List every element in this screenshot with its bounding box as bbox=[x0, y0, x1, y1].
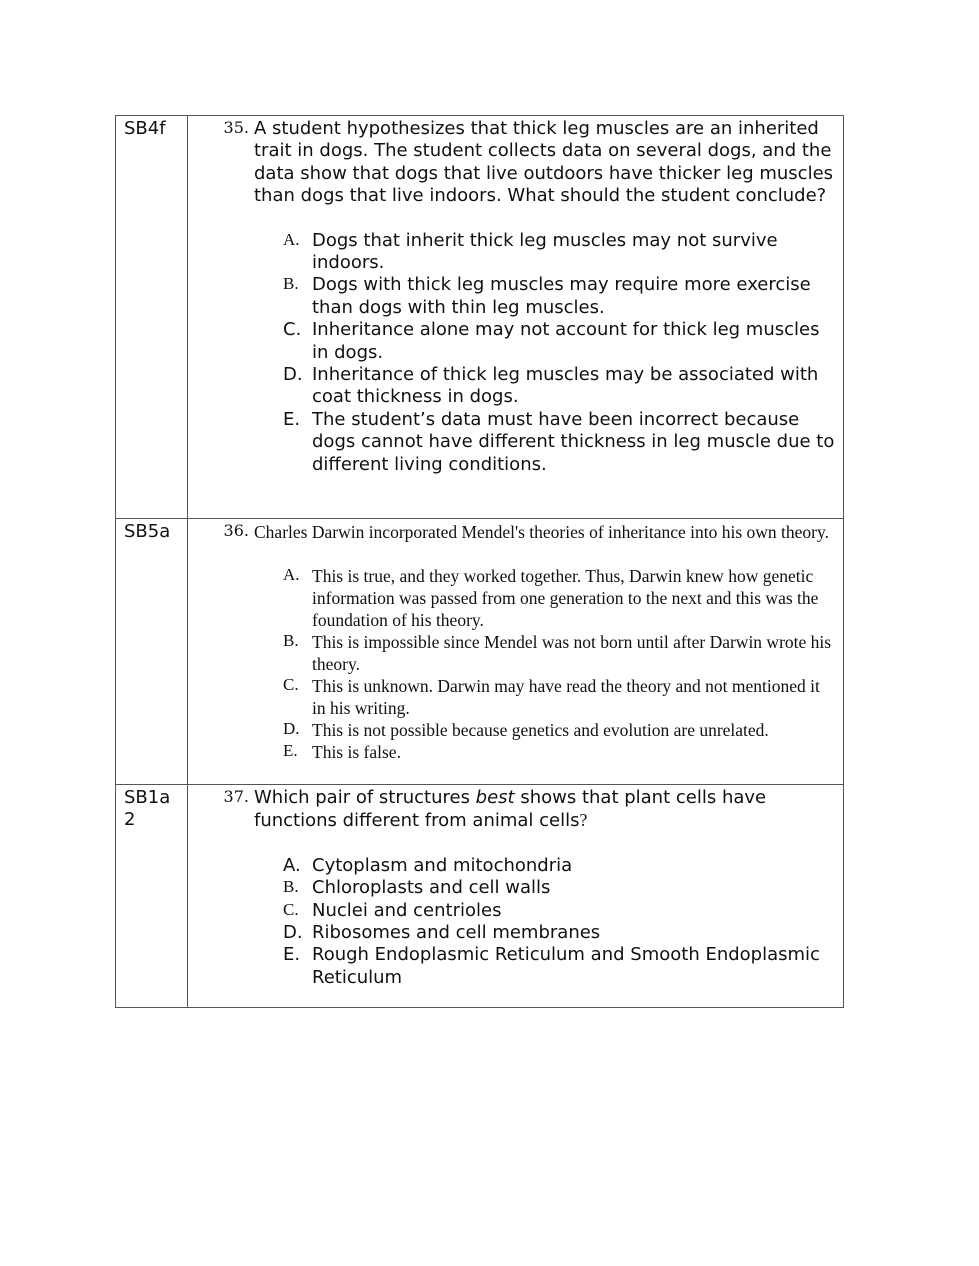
standard-cell bbox=[116, 116, 188, 519]
answer-choices bbox=[188, 565, 835, 763]
answer-choice bbox=[188, 855, 835, 877]
answer-choice bbox=[188, 409, 835, 476]
question-row bbox=[116, 785, 844, 1008]
choice-text: This is impossible since Mendel was not born until after Darwin wrote his theory. bbox=[312, 632, 832, 674]
choice-letter: E. bbox=[283, 944, 301, 966]
answer-choice bbox=[188, 719, 835, 741]
answer-choice bbox=[188, 741, 835, 763]
choice-text: Dogs with thick leg muscles may require more exercise than dogs with thin leg muscles. bbox=[312, 274, 811, 318]
question-stem bbox=[254, 787, 835, 833]
question-number: 37. bbox=[223, 787, 249, 806]
choice-letter: D. bbox=[283, 719, 300, 738]
standard-cell bbox=[116, 519, 188, 785]
choice-letter: B. bbox=[283, 877, 299, 897]
answer-choice bbox=[188, 565, 835, 631]
answer-choice bbox=[188, 944, 835, 989]
answer-choice bbox=[188, 631, 835, 675]
answer-choice bbox=[188, 922, 835, 944]
choice-letter: E. bbox=[283, 741, 298, 760]
answer-choices bbox=[188, 230, 835, 476]
question-number: 35. bbox=[223, 118, 249, 137]
answer-choice bbox=[188, 900, 835, 922]
choice-letter: C. bbox=[283, 319, 302, 341]
choice-text: Ribosomes and cell membranes bbox=[312, 922, 601, 944]
choice-text: Rough Endoplasmic Reticulum and Smooth Endoplasmic Reticulum bbox=[312, 944, 820, 988]
choice-text: This is true, and they worked together. Thus, Darwin knew how genetic information was passed from one generation to the next and this was the foundation of his theory. bbox=[312, 566, 819, 630]
choice-letter: D. bbox=[283, 922, 303, 944]
stem-text-start: Which pair of structures bbox=[254, 787, 476, 808]
question-cell bbox=[188, 116, 844, 519]
choice-text: Cytoplasm and mitochondria bbox=[312, 854, 573, 876]
choice-text: The student’s data must have been incorrect because dogs cannot have different thickness in leg muscle due to different living conditions. bbox=[312, 408, 835, 475]
choice-text: This is unknown. Darwin may have read the theory and not mentioned it in his writing. bbox=[312, 676, 820, 718]
question-table bbox=[115, 115, 844, 1008]
choice-letter: D. bbox=[283, 364, 303, 386]
choice-text: This is not possible because genetics and evolution are unrelated. bbox=[312, 720, 769, 740]
choice-text: Dogs that inherit thick leg muscles may not survive indoors. bbox=[312, 229, 778, 274]
standard-cell bbox=[116, 785, 188, 1008]
answer-choice bbox=[188, 675, 835, 719]
standard-code: SB1a 2 bbox=[124, 787, 171, 830]
choice-letter: C. bbox=[283, 899, 299, 919]
choice-letter: A. bbox=[283, 854, 301, 876]
choice-text: Inheritance of thick leg muscles may be associated with coat thickness in dogs. bbox=[312, 364, 819, 408]
answer-choice bbox=[188, 364, 835, 409]
choice-letter: E. bbox=[283, 408, 301, 430]
answer-choice bbox=[188, 274, 835, 319]
choice-letter: B. bbox=[283, 631, 299, 650]
answer-choice bbox=[188, 319, 835, 364]
question-number: 36. bbox=[223, 521, 249, 540]
stem-question-mark: ? bbox=[579, 810, 588, 831]
choice-text: Nuclei and centrioles bbox=[312, 899, 502, 921]
question-row bbox=[116, 519, 844, 785]
question-row bbox=[116, 116, 844, 519]
choice-letter: A. bbox=[283, 229, 300, 249]
stem-emphasis: best bbox=[475, 787, 515, 808]
question-cell bbox=[188, 519, 844, 785]
question-cell bbox=[188, 785, 844, 1008]
answer-choice bbox=[188, 877, 835, 899]
choice-letter: C. bbox=[283, 675, 299, 694]
choice-letter: A. bbox=[283, 565, 300, 584]
answer-choices bbox=[188, 855, 835, 989]
standard-code: SB5a bbox=[124, 521, 171, 542]
answer-choice bbox=[188, 230, 835, 275]
choice-text: This is false. bbox=[312, 742, 401, 762]
choice-text: Inheritance alone may not account for thick leg muscles in dogs. bbox=[312, 319, 820, 363]
stem-text-end: shows that plant cells have functions different from animal cells bbox=[254, 787, 767, 832]
question-stem: Charles Darwin incorporated Mendel's theories of inheritance into his own theory. bbox=[254, 522, 829, 542]
question-stem: A student hypothesizes that thick leg muscles are an inherited trait in dogs. The student collects data on several dogs, and the data show that dogs that live outdoors have thicker leg muscles than dogs that live indoors. What should the student conclude? bbox=[254, 118, 834, 207]
choice-letter: B. bbox=[283, 274, 299, 294]
choice-text: Chloroplasts and cell walls bbox=[312, 877, 551, 899]
standard-code: SB4f bbox=[124, 118, 166, 139]
